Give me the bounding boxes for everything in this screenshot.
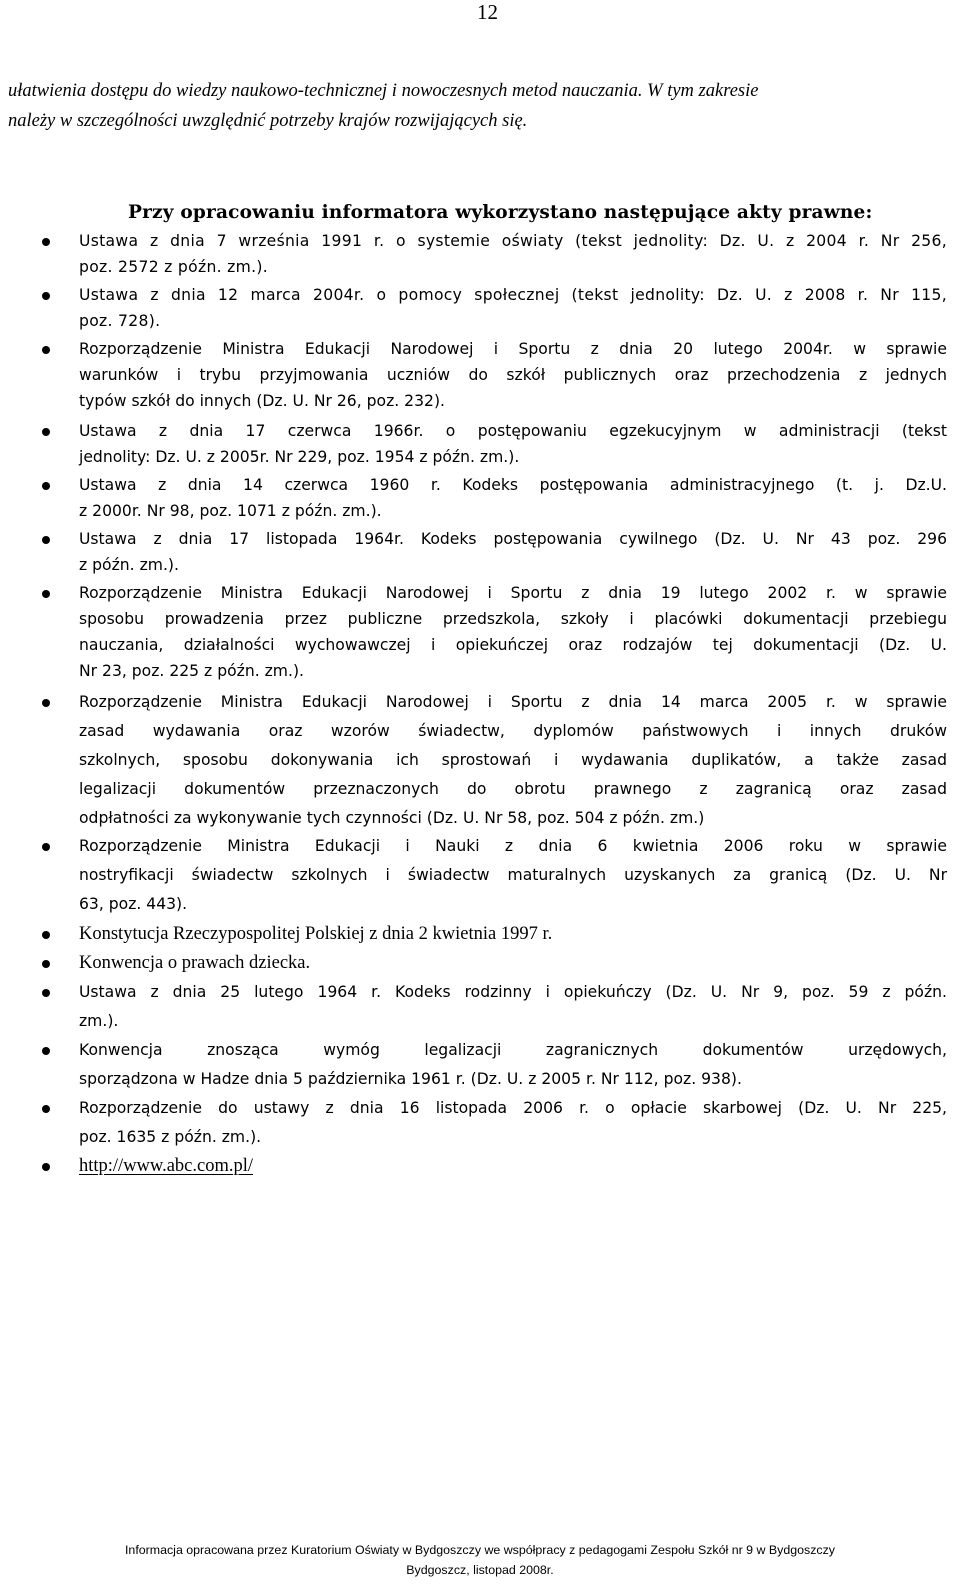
bullet-icon — [42, 989, 50, 997]
list-item-line: nostryfikacji świadectw szkolnych i świadectw maturalnych uzyskanych za granicą (Dz. U. Nr — [79, 866, 947, 884]
list-item-line: odpłatności za wykonywanie tych czynności (Dz. U. Nr 58, poz. 504 z późn. zm.) — [79, 809, 705, 827]
list-item-line: Konwencja znosząca wymóg legalizacji zagranicznych dokumentów urzędowych, — [79, 1041, 947, 1059]
list-item-line — [79, 1152, 947, 1181]
intro-paragraph — [8, 76, 948, 136]
list-item-line: jednolity: Dz. U. z 2005r. Nr 229, poz. 1954 z późn. zm.). — [79, 448, 520, 466]
bullet-icon — [42, 1105, 50, 1113]
list-item-line: Rozporządzenie Ministra Edukacji Narodowej i Sportu z dnia 14 marca 2005 r. w sprawie — [79, 693, 947, 711]
bullet-icon — [42, 482, 50, 490]
bullet-icon — [42, 1047, 50, 1055]
footer-line: Informacja opracowana przez Kuratorium Oświaty w Bydgoszczy we współpracy z pedagogami Zespołu Szkół nr 9 w Bydgoszczy — [124, 1543, 835, 1557]
list-item-line: nauczania, działalności wychowawczej i opiekuńczej oraz rodzajów tej dokumentacji (Dz. U. — [79, 636, 947, 654]
legal-acts-heading: Przy opracowaniu informatora wykorzystano następujące akty prawne: — [128, 202, 873, 223]
bullet-icon — [42, 1163, 50, 1171]
list-item-line: poz. 2572 z późn. zm.). — [79, 258, 269, 276]
bullet-icon — [42, 590, 50, 598]
list-item-line: z późn. zm.). — [79, 556, 179, 574]
list-item-line: Rozporządzenie Ministra Edukacji i Nauki z dnia 6 kwietnia 2006 roku w sprawie — [79, 837, 947, 855]
bullet-icon — [42, 960, 50, 968]
list-item-line: Konstytucja Rzeczypospolitej Polskiej z dnia 2 kwietnia 1997 r. — [79, 924, 553, 944]
list-item-line: Ustawa z dnia 17 czerwca 1966r. o postępowaniu egzekucyjnym w administracji (tekst — [79, 422, 947, 440]
list-item-line: Ustawa z dnia 12 marca 2004r. o pomocy społecznej (tekst jednolity: Dz. U. z 2008 r. Nr 115, — [79, 286, 947, 304]
list-item-line: zasad wydawania oraz wzorów świadectw, dyplomów państwowych i innych druków — [79, 722, 947, 740]
list-item-line: 63, poz. 443). — [79, 895, 188, 913]
list-item-line: sporządzona w Hadze dnia 5 października 1961 r. (Dz. U. z 2005 r. Nr 112, poz. 938). — [79, 1070, 742, 1088]
bullet-icon — [42, 843, 50, 851]
footer-date: Bydgoszcz, listopad 2008r. — [406, 1563, 554, 1577]
abc-link[interactable]: http://www.abc.com.pl/ — [79, 1156, 254, 1176]
list-item-line: Konwencja o prawach dziecka. — [79, 953, 311, 973]
list-item-line: Ustawa z dnia 14 czerwca 1960 r. Kodeks postępowania administracyjnego (t. j. Dz.U. — [79, 476, 947, 494]
list-item-line: Rozporządzenie Ministra Edukacji Narodowej i Sportu z dnia 20 lutego 2004r. w sprawie — [79, 340, 947, 358]
list-item-line: Ustawa z dnia 17 listopada 1964r. Kodeks postępowania cywilnego (Dz. U. Nr 43 poz. 296 — [79, 530, 947, 548]
bullet-icon — [42, 931, 50, 939]
list-item-line: Rozporządzenie Ministra Edukacji Narodowej i Sportu z dnia 19 lutego 2002 r. w sprawie — [79, 584, 947, 602]
list-item-line: Ustawa z dnia 7 września 1991 r. o systemie oświaty (tekst jednolity: Dz. U. z 2004 r. Nr 256, — [79, 232, 947, 250]
bullet-icon — [42, 536, 50, 544]
list-item-line: z 2000r. Nr 98, poz. 1071 z późn. zm.). — [79, 502, 382, 520]
footer — [0, 1540, 960, 1580]
list-item-line: legalizacji dokumentów przeznaczonych do obrotu prawnego z zagranicą oraz zasad — [79, 780, 947, 798]
bullet-icon — [42, 346, 50, 354]
list-item-line: Ustawa z dnia 25 lutego 1964 r. Kodeks rodzinny i opiekuńczy (Dz. U. Nr 9, poz. 59 z późn. — [79, 983, 947, 1001]
list-item-line: szkolnych, sposobu dokonywania ich sprostowań i wydawania duplikatów, a także zasad — [79, 751, 947, 769]
list-item-line: Nr 23, poz. 225 z późn. zm.). — [79, 662, 304, 680]
list-item-line: typów szkół do innych (Dz. U. Nr 26, poz. 232). — [79, 392, 445, 410]
bullet-icon — [42, 238, 50, 246]
list-item-line: poz. 728). — [79, 312, 161, 330]
list-item-line: poz. 1635 z późn. zm.). — [79, 1128, 262, 1146]
bullet-icon — [42, 292, 50, 300]
page-number: 12 — [477, 0, 498, 24]
bullet-icon — [42, 699, 50, 707]
list-item-line: sposobu prowadzenia przez publiczne przedszkola, szkoły i placówki dokumentacji przebiegu — [79, 610, 947, 628]
bullet-icon — [42, 428, 50, 436]
list-item-line: warunków i trybu przyjmowania uczniów do szkół publicznych oraz przechodzenia z jednych — [79, 366, 947, 384]
intro-line: ułatwienia dostępu do wiedzy naukowo-technicznej i nowoczesnych metod nauczania. W tym zakresie — [8, 81, 759, 101]
list-item-line: zm.). — [79, 1012, 119, 1030]
list-item-line: Rozporządzenie do ustawy z dnia 16 listopada 2006 r. o opłacie skarbowej (Dz. U. Nr 225, — [79, 1099, 947, 1117]
intro-line: należy w szczególności uwzględnić potrzeby krajów rozwijających się. — [8, 111, 528, 131]
